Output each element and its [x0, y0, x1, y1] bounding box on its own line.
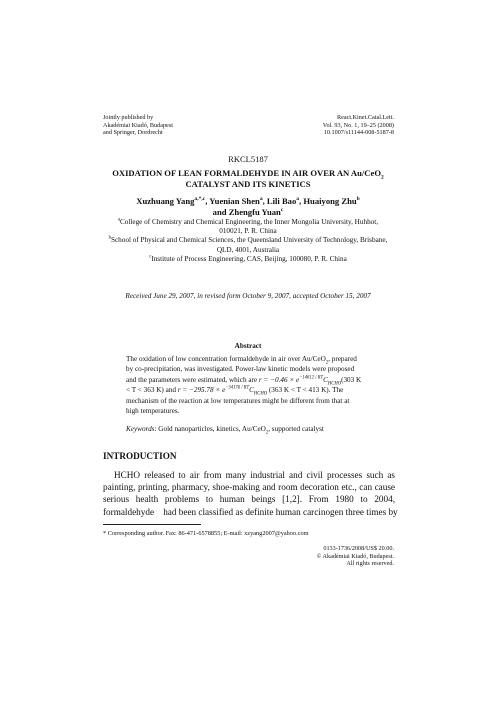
copyright-block: [260, 545, 394, 568]
affiliation-a: $^a$College of Chemistry and Chemical Engineering, the Inner Mongolia University, Huhhot,: [117, 217, 379, 226]
title-line-1: OXIDATION OF LEAN FORMALDEHYDE IN AIR OVER AN Au/CeO$_2$: [112, 168, 384, 181]
journal-citation-block: [260, 114, 394, 137]
rights-statement: All rights reserved.: [346, 560, 394, 568]
abstract-line: The oxidation of low concentration formaldehyde in air over Au/CeO$_2$, prepared: [126, 355, 357, 366]
author-name: Lili Bao: [266, 196, 297, 206]
intro-line: painting, printing, pharmacy, shoe-making and room decoration etc., can cause: [103, 482, 395, 493]
title-line-2: CATALYST AND ITS KINETICS: [185, 178, 311, 189]
abstract-line: and the parameters were estimated, which are $r = -0.46 \times e^{-14612 / RT}C_{HCHO}(303$ K: [126, 375, 362, 387]
copyright-holder: © Akadémiai Kiadó, Budapest.: [316, 552, 394, 560]
publisher-block: [103, 114, 253, 137]
author-name: Zhengfu Yuan: [228, 206, 281, 217]
author-name: Yuenian Shen: [209, 196, 260, 206]
section-heading-introduction: INTRODUCTION: [103, 451, 177, 461]
intro-line: HCHO released to air from many industrial and civil processes such as: [114, 470, 395, 480]
rate-equation-high: $r = -295.78 \times e^{-34176 / RT}C_{HCHO}$: [177, 385, 268, 397]
publisher-line: Akadémiai Kiadó, Budapest: [103, 121, 173, 129]
author-list: [0, 196, 496, 218]
doi: 10.1007/s11144-008-5187-8: [323, 129, 394, 137]
publisher-line: and Springer, Dordrecht: [103, 129, 163, 137]
publisher-line: Jointly published by: [103, 114, 154, 121]
affiliation-c: $^c$Institute of Process Engineering, CAS, Beijing, 100080, P. R. China: [149, 254, 347, 263]
affiliations: [70, 218, 426, 264]
author-name: Xuzhuang Yang: [136, 196, 195, 206]
article-code: RKCL5187: [228, 154, 268, 164]
keywords-label: Keywords: [126, 425, 155, 433]
affiliation-b-cont: QLD, 4001, Australia: [216, 245, 280, 254]
abstract-body: [126, 354, 376, 416]
abstract-line: < T < 363 K) and $r = -295.78 \times e^{-34176 / RT}C_{HCHO}$ (363 K < T < 413 K). The: [126, 385, 344, 397]
journal-name: React.Kinet.Catal.Lett.: [336, 114, 394, 121]
volume-info: Vol. 93, No. 1, 19–25 (2008): [322, 121, 394, 129]
intro-line: serious health problems to human beings [1,2]. From 1980 to 2004,: [103, 494, 395, 505]
footnote-rule: [103, 524, 201, 525]
author-name: Huaiyong Zhu: [303, 196, 357, 206]
intro-line: formaldehyde had been classified as definite human carcinogen three times by: [103, 506, 398, 517]
abstract-heading: Abstract: [234, 342, 262, 350]
abstract-line: mechanism of the reaction at low temperatures might be different from that at: [126, 396, 350, 405]
author-line-2: and Zhengfu Yuan$^c$: [212, 206, 284, 217]
issn-price: 0133-1736/2008/US$ 20.00.: [323, 545, 394, 552]
received-dates: Received June 29, 2007, in revised form October 9, 2007, accepted October 15, 2007: [125, 292, 371, 300]
affiliation-a-cont: 010021, P. R. China: [219, 227, 277, 236]
introduction-body: [103, 469, 398, 518]
keywords: Keywords: Gold nanoparticles, kinetics, Au/CeO$_2$, supported catalyst: [126, 425, 324, 436]
abstract-line: by co-precipitation, was investigated. Power-law kinetic models were proposed: [126, 365, 355, 374]
abstract-line: high temperatures.: [126, 407, 180, 416]
affiliation-b: $^b$School of Physical and Chemical Sciences, the Queensland University of Technology, Brisbane,: [108, 236, 388, 245]
article-title: [0, 168, 496, 189]
corresponding-author-footnote: * Corresponding author. Fax: 86-471-6578855; E-mail: xzyang2007@yahoo.com: [103, 530, 309, 537]
author-line-1: Xuzhuang Yang$^{a,*,c}$, Yuenian Shen$^a$, Lili Bao$^a$, Huaiyong Zhu$^b$: [136, 196, 360, 206]
rate-equation-low: $r = -0.46 \times e^{-14612 / RT}C_{HCHO}$: [258, 375, 342, 387]
